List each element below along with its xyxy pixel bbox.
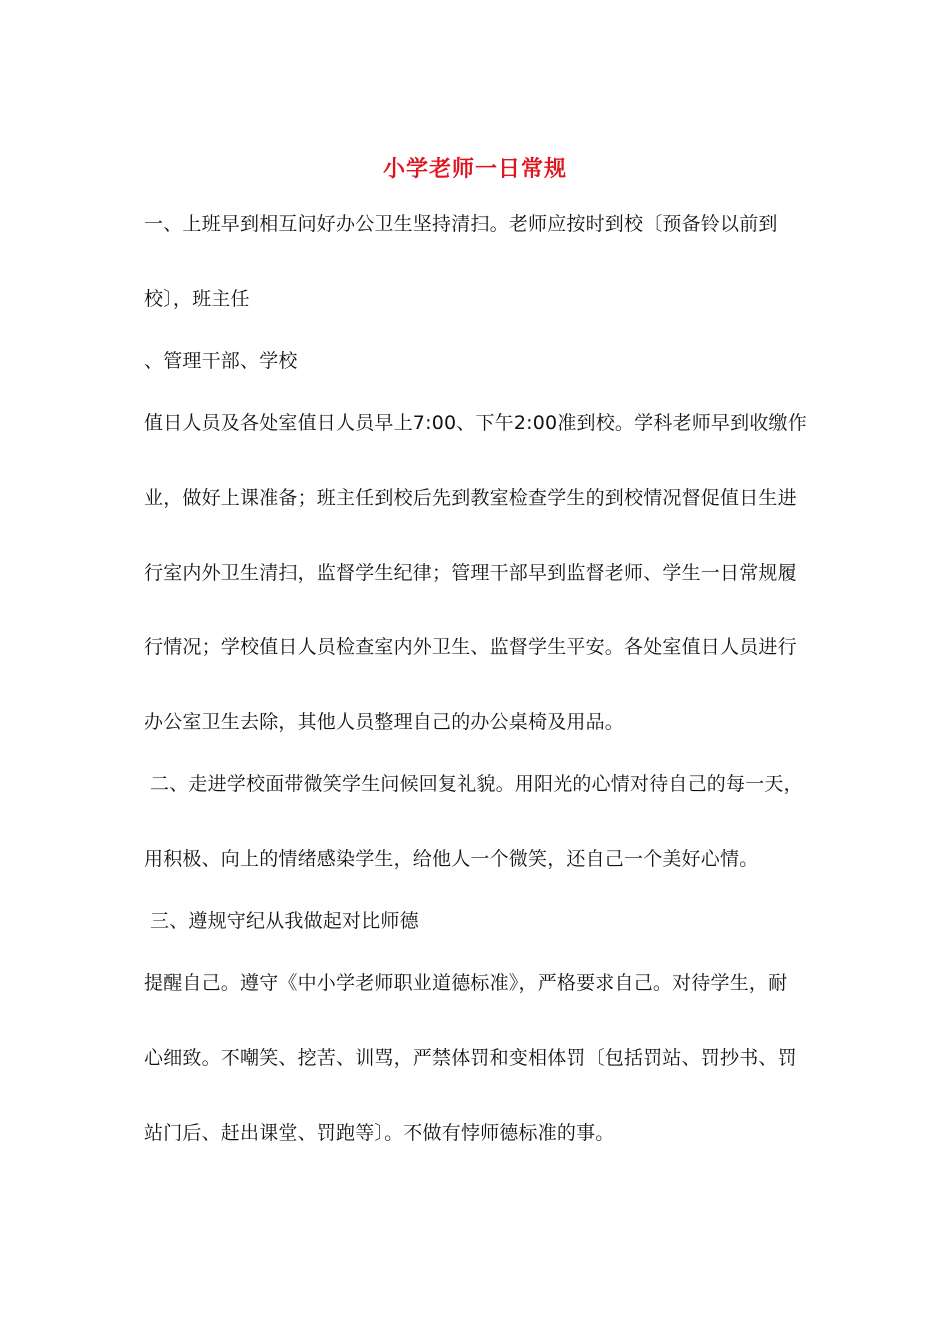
- paragraph-line: 心细致。不嘲笑、挖苦、训骂，严禁体罚和变相体罚〔包括罚站、罚抄书、罚: [144, 1047, 797, 1069]
- document-title: 小学老师一日常规: [382, 156, 567, 182]
- paragraph-line: 行情况；学校值日人员检查室内外卫生、监督学生平安。各处室值日人员进行: [144, 636, 797, 658]
- paragraph-line: 二、走进学校面带微笑学生问候回复礼貌。用阳光的心情对待自己的每一天，: [150, 773, 803, 795]
- paragraph-line: 用积极、向上的情绪感染学生，给他人一个微笑，还自己一个美好心情。: [144, 848, 759, 870]
- paragraph-line: 站门后、赶出课堂、罚跑等〕。不做有悖师德标准的事。: [144, 1122, 615, 1144]
- paragraph-line: 、管理干部、学校: [144, 350, 298, 372]
- paragraph-line: 行室内外卫生清扫，监督学生纪律；管理干部早到监督老师、学生一日常规履: [144, 562, 797, 584]
- paragraph-line: 校〕，班主任: [144, 288, 250, 310]
- paragraph-line: 业，做好上课准备；班主任到校后先到教室检查学生的到校情况督促值日生进: [144, 487, 797, 509]
- paragraph-line: 提醒自己。遵守《中小学老师职业道德标准》，严格要求自己。对待学生，耐: [144, 972, 788, 994]
- paragraph-line: 值日人员及各处室值日人员早上7:00、下午2:00准到校。学科老师早到收缴作: [144, 412, 807, 434]
- paragraph-line: 办公室卫生去除，其他人员整理自己的办公桌椅及用品。: [144, 711, 625, 733]
- paragraph-line: 三、遵规守纪从我做起对比师德: [150, 910, 419, 932]
- paragraph-line: 一、上班早到相互问好办公卫生坚持清扫。老师应按时到校〔预备铃以前到: [144, 213, 778, 235]
